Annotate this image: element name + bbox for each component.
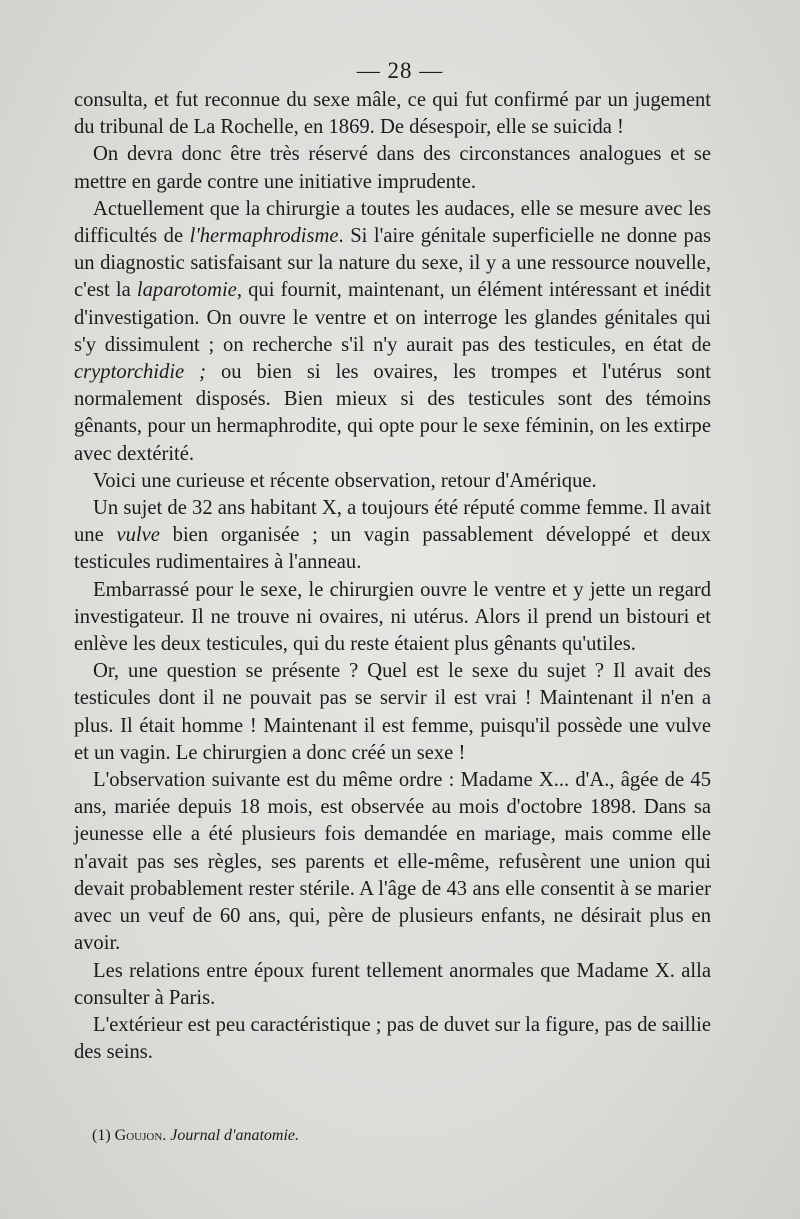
text-run: consulta, et fut reconnue du sexe mâle, ce qui fut confirmé par un jugement du tribunal de La Rochelle, en 1869. De désespoir, elle se suicida !	[74, 89, 711, 139]
text-run: L'observation suivante est du même ordre : Madame X... d'A., âgée de 45 ans, mariée depuis 18 mois, est observée au mois d'octobre 1898. Dans sa jeunesse elle a été plusieurs fois demandée en mariage, mais comme elle n'avait pas ses règles, ses parents et elle-même, refusèrent une union qui devait probablement rester stérile. A l'âge de 43 ans elle consentit à se marier avec un veuf de 60 ans, qui, père de plusieurs enfants, ne désirait plus en avoir.	[74, 769, 711, 955]
text-run: Les relations entre époux furent tellement anormales que Madame X. alla consulter à Paris.	[74, 959, 711, 1009]
paragraph	[74, 468, 711, 495]
italic-term: vulve	[116, 524, 160, 547]
text-run: Voici une curieuse et récente observation, retour d'Amérique.	[93, 469, 597, 492]
italic-term: laparotomie	[136, 279, 237, 302]
text-run: On devra donc être très réservé dans des circonstances analogues et se mettre en garde contre une initiative imprudente.	[74, 143, 711, 193]
text-run: bien organisée ; un vagin passablement développé et deux testicules rudimentaires à l'anneau.	[74, 524, 711, 574]
footnote	[92, 1126, 299, 1146]
paragraph	[74, 196, 711, 468]
footnote-number: (1)	[92, 1127, 111, 1144]
page-number: — 28 —	[356, 58, 444, 83]
paragraph	[74, 87, 711, 141]
text-run: Un sujet de 32 ans habitant X, a toujours été réputé comme femme. Il avait une	[74, 497, 711, 547]
text-run: L'extérieur est peu caractéristique ; pas de duvet sur la figure, pas de saillie des seins.	[74, 1013, 711, 1064]
body-text	[74, 87, 711, 1066]
italic-term: cryptorchidie ;	[74, 361, 206, 384]
text-run: . Si l'aire génitale superficielle ne donne pas un diagnostic satisfaisant sur la nature du sexe, il y a une ressource nouvelle, c'est la	[74, 225, 711, 302]
text-run: , qui fournit, maintenant, un élément intéressant et inédit d'investigation. On ouvre le ventre et on interroge les glandes génitales qui s'y dissimulent ; on recherche s'il n'y aurait pas des testicules, en état de	[74, 279, 711, 356]
paragraph	[74, 958, 711, 1012]
text-run: ou bien si les ovaires, les trompes et l'utérus sont normalement disposés. Bien mieux si des testicules sont des témoins gênants, pour un hermaphrodite, qui opte pour le sexe féminin, on les extirpe avec dextérité.	[74, 361, 711, 465]
footnote-journal: Journal d'anatomie.	[170, 1127, 300, 1144]
text-run: Embarrassé pour le sexe, le chirurgien ouvre le ventre et y jette un regard investigateur. Il ne trouve ni ovaires, ni utérus. Alors il prend un bistouri et enlève les deux testicules, qui du reste étaient plus gênants qu'utiles.	[74, 578, 711, 656]
text-run: Or, une question se présente ? Quel est le sexe du sujet ? Il avait des testicules dont il ne pouvait pas se servir il est vrai ! Maintenant il n'en a plus. Il était homme ! Maintenant il est femme, puisqu'il possède une vulve et un vagin. Le chirurgien a donc créé un sexe !	[74, 660, 711, 764]
text-run: Actuellement que la chirurgie a toutes les audaces, elle se mesure avec les difficultés de	[74, 197, 711, 248]
paragraph	[74, 141, 711, 195]
paragraph	[74, 658, 711, 767]
footnote-separator: .	[162, 1127, 167, 1144]
italic-term: l'hermaphrodisme	[189, 225, 339, 248]
paragraph	[74, 577, 711, 659]
paragraph	[74, 495, 711, 577]
paragraph	[74, 1012, 711, 1066]
footnote-author: Goujon	[114, 1127, 163, 1144]
paragraph	[74, 767, 711, 957]
